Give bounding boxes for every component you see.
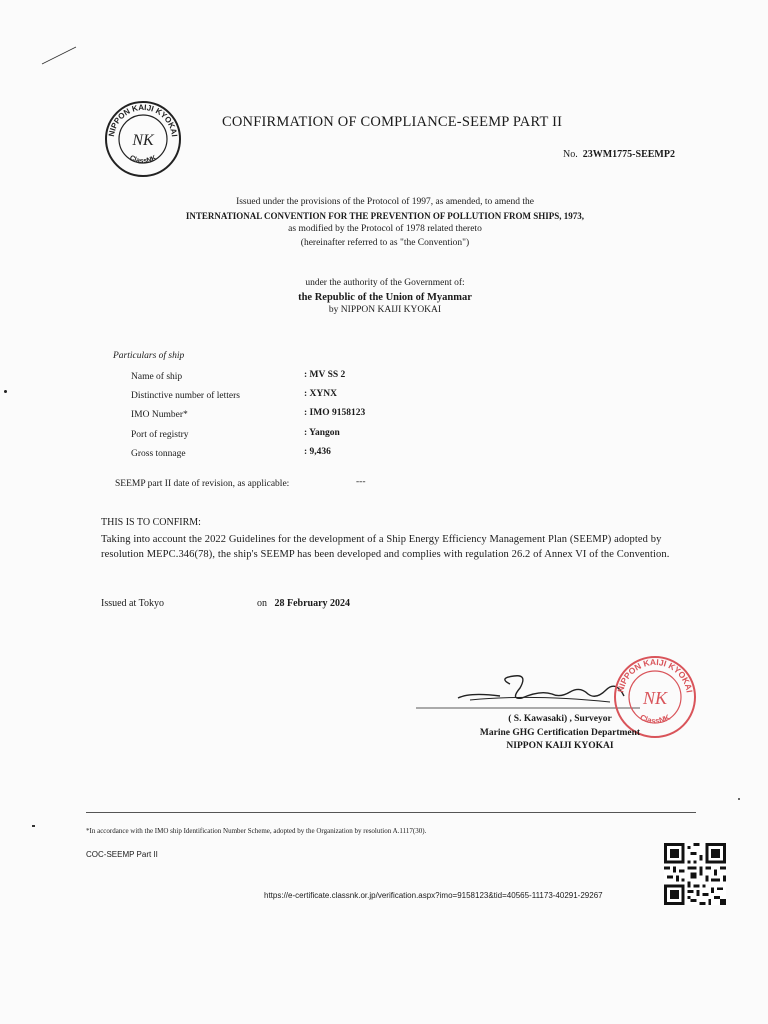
certificate-number-label: No.	[563, 149, 578, 160]
authority-government: the Republic of the Union of Myanmar	[298, 291, 472, 303]
particular-label-name: Name of ship	[131, 372, 183, 382]
classnk-seal-logo	[104, 100, 182, 178]
issued-date-line	[257, 598, 350, 609]
svg-text:NK: NK	[132, 132, 154, 149]
confirm-heading: THIS IS TO CONFIRM:	[101, 517, 201, 528]
svg-text:ClassNK: ClassNK	[638, 712, 672, 726]
svg-text:ClassNK: ClassNK	[128, 154, 158, 165]
document-title: CONFIRMATION OF COMPLIANCE-SEEMP PART II	[222, 114, 563, 130]
scan-speck	[32, 825, 35, 827]
certificate-number-value: 23WM1775-SEEMP2	[582, 149, 675, 160]
issued-on-label: on	[257, 598, 267, 609]
footer-divider	[86, 812, 696, 813]
certificate-number	[563, 149, 675, 160]
authority-line-3: by NIPPON KAIJI KYOKAI	[328, 305, 442, 315]
revision-value: ---	[356, 477, 366, 487]
svg-text:NK: NK	[642, 688, 668, 708]
particular-value-tonnage: : 9,436	[304, 447, 331, 457]
signatory-name: ( S. Kawasaki) , Surveyor	[508, 714, 612, 724]
intro-line-1: Issued under the provisions of the Protocol of 1997, as amended, to amend the	[236, 197, 534, 207]
verification-url[interactable]: https://e-certificate.classnk.or.jp/verification.aspx?imo=9158123&tid=40565-11173-40291-29267	[264, 891, 603, 900]
particular-value-name: : MV SS 2	[304, 370, 346, 380]
verification-qr-code[interactable]	[664, 843, 726, 905]
intro-line-3: as modified by the Protocol of 1978 related thereto	[288, 224, 482, 234]
particular-label-imo: IMO Number*	[131, 410, 188, 420]
scan-speck	[738, 798, 740, 800]
svg-text:NIPPON KAIJI KYOKAI: NIPPON KAIJI KYOKAI	[615, 656, 695, 694]
particulars-heading: Particulars of ship	[113, 351, 185, 361]
scan-speck	[4, 390, 7, 393]
issued-place: Issued at Tokyo	[101, 598, 164, 609]
imo-footnote: *In accordance with the IMO ship Identification Number Scheme, adopted by the Organization by resolution A.1117(30).	[86, 827, 427, 835]
particular-value-port: : Yangon	[304, 428, 340, 438]
form-identifier: COC-SEEMP Part II	[86, 850, 158, 859]
particular-value-imo: : IMO 9158123	[304, 408, 366, 418]
authority-line-1: under the authority of the Government of:	[305, 278, 465, 288]
particular-label-tonnage: Gross tonnage	[131, 449, 186, 459]
signatory-block	[440, 713, 680, 754]
intro-line-2: INTERNATIONAL CONVENTION FOR THE PREVENTION OF POLLUTION FROM SHIPS, 1973,	[185, 210, 585, 221]
authority-block	[150, 277, 620, 318]
svg-text:NIPPON KAIJI KYOKAI: NIPPON KAIJI KYOKAI	[107, 102, 179, 138]
particular-value-letters: : XYNX	[304, 389, 337, 399]
pen-mark	[40, 44, 80, 66]
signatory-organization: NIPPON KAIJI KYOKAI	[506, 741, 614, 751]
issued-date: 28 February 2024	[274, 598, 351, 609]
particular-label-port: Port of registry	[131, 430, 189, 440]
intro-line-4: (hereinafter referred to as "the Convention")	[300, 237, 470, 248]
particular-label-letters: Distinctive number of letters	[131, 391, 240, 401]
confirm-body: Taking into account the 2022 Guidelines for the development of a Ship Energy Efficiency Management Plan (SEEMP) adopted by resolution MEPC.346(78), the ship's SEEMP has been developed and complies with regulation 26.2 of Annex VI of the Convention.	[101, 534, 670, 560]
signatory-department: Marine GHG Certification Department	[479, 727, 641, 738]
revision-label: SEEMP part II date of revision, as applicable:	[115, 479, 290, 489]
intro-block	[150, 196, 620, 250]
